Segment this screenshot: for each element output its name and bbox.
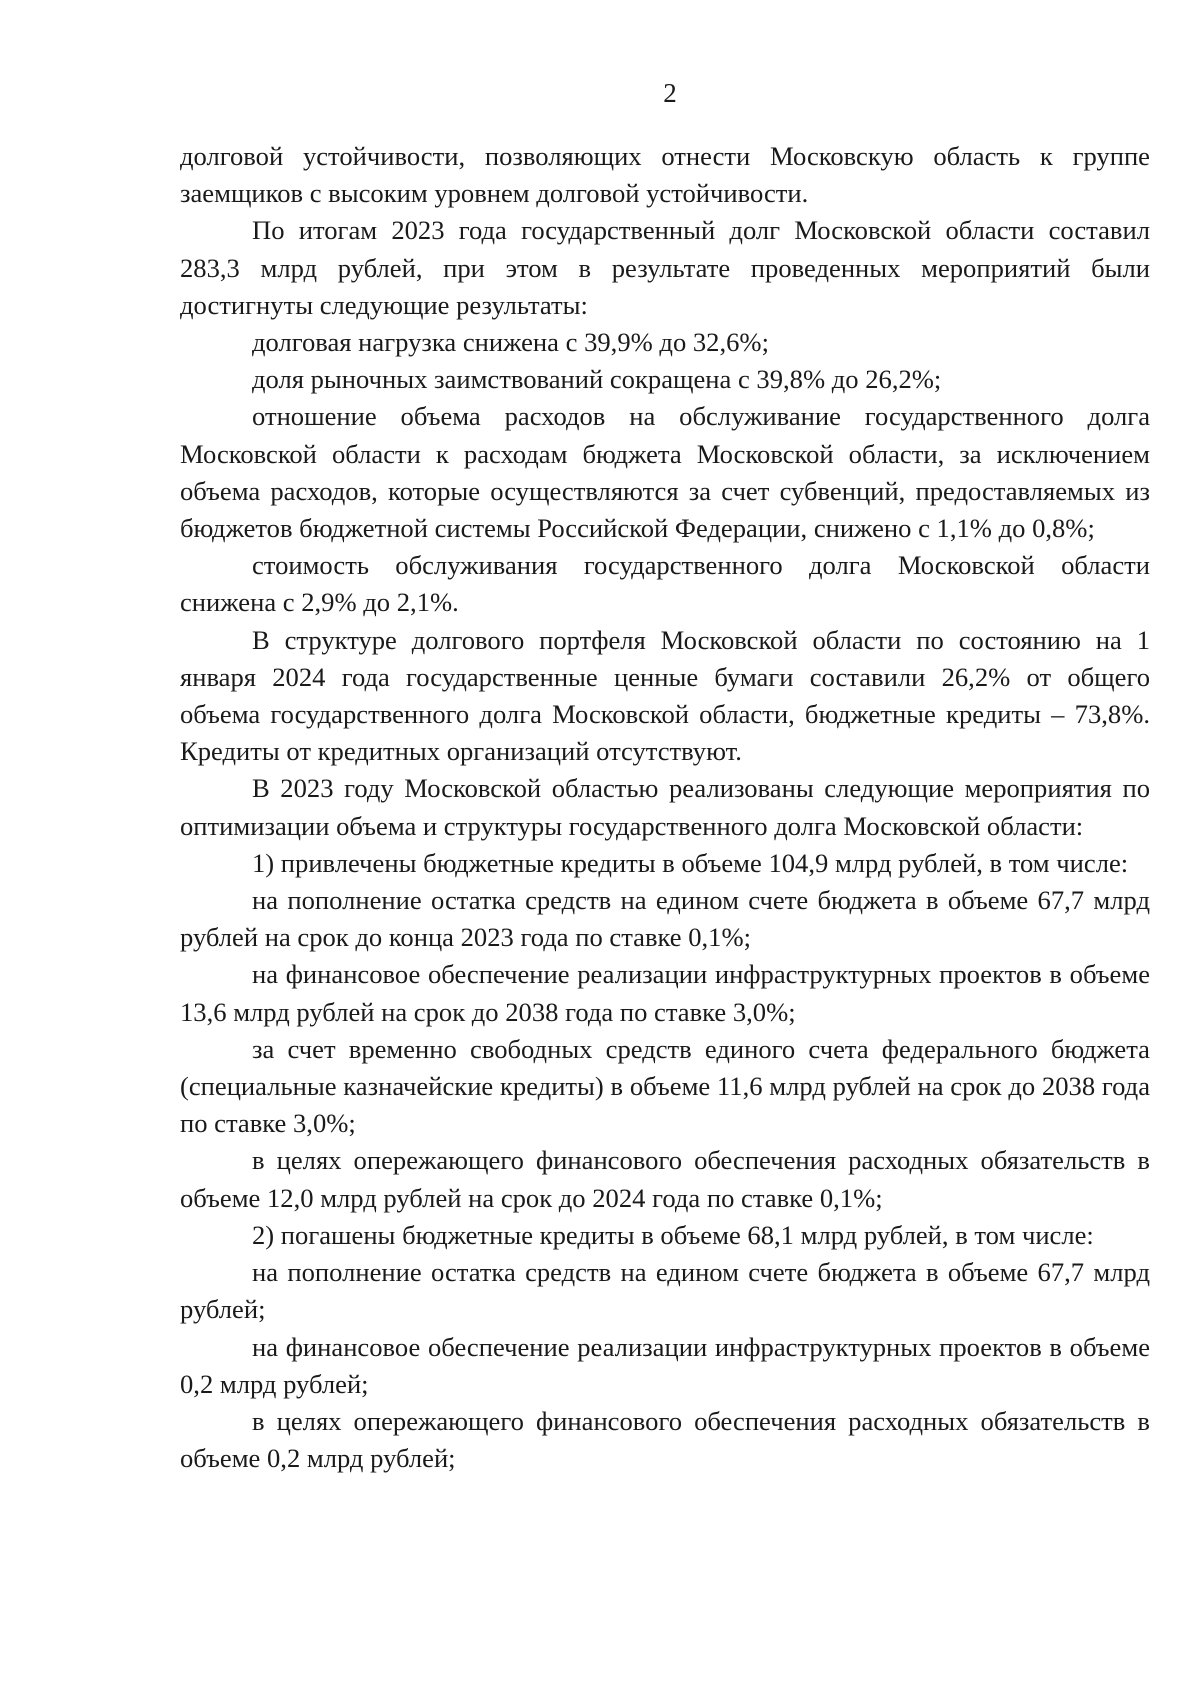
paragraph: за счет временно свободных средств единого счета федерального бюджета (специальные казначейские кредиты) в объеме 11,6 млрд рублей на срок до 2038 года по ставке 3,0%; — [180, 1033, 1150, 1139]
paragraph: долговая нагрузка снижена с 39,9% до 32,6%; — [252, 327, 769, 358]
paragraph: на финансовое обеспечение реализации инфраструктурных проектов в объеме 13,6 млрд рублей на срок до 2038 года по ставке 3,0%; — [180, 959, 1150, 1027]
paragraph: 1) привлечены бюджетные кредиты в объеме 104,9 млрд рублей, в том числе: — [252, 847, 1129, 878]
paragraph: По итогам 2023 года государственный долг Московской области составил 283,3 млрд рублей, при этом в результате проведенных мероприятий были достигнуты следующие результаты: — [180, 215, 1150, 320]
paragraph: на пополнение остатка средств на едином счете бюджета в объеме 67,7 млрд рублей на срок до конца 2023 года по ставке 0,1%; — [180, 885, 1150, 953]
paragraph: В 2023 году Московской областью реализованы следующие мероприятия по оптимизации объема и структуры государственного долга Московской области: — [180, 773, 1150, 841]
paragraph: в целях опережающего финансового обеспечения расходных обязательств в объеме 12,0 млрд рублей на срок до 2024 года по ставке 0,1%; — [180, 1145, 1150, 1213]
paragraph: в целях опережающего финансового обеспечения расходных обязательств в объеме 0,2 млрд рублей; — [180, 1405, 1150, 1474]
paragraph: доля рыночных заимствований сокращена с 39,8% до 26,2%; — [252, 364, 942, 395]
paragraph: долговой устойчивости, позволяющих отнести Московскую область к группе заемщиков с высоким уровнем долговой устойчивости. — [180, 141, 1150, 209]
paragraph: на пополнение остатка средств на едином счете бюджета в объеме 67,7 млрд рублей; — [180, 1257, 1150, 1325]
paragraph: 2) погашены бюджетные кредиты в объеме 68,1 млрд рублей, в том числе: — [252, 1219, 1094, 1250]
document-body — [180, 138, 1150, 1477]
paragraph: стоимость обслуживания государственного долга Московской области снижена с 2,9% до 2,1%. — [180, 550, 1150, 618]
paragraph: на финансовое обеспечение реализации инфраструктурных проектов в объеме 0,2 млрд рублей; — [180, 1331, 1150, 1399]
paragraph: В структуре долгового портфеля Московской области по состоянию на 1 января 2024 года государственные ценные бумаги составили 26,2% от общего объема государственного долга Московской области, бюджетные кредиты – 73,8%. Кредиты от кредитных организаций отсутствуют. — [180, 624, 1150, 767]
page-number: 2 — [663, 78, 677, 108]
paragraph: отношение объема расходов на обслуживание государственного долга Московской области к расходам бюджета Московской области, за исключением объема расходов, которые осуществляются за счет субвенций, предоставляемых из бюджетов бюджетной системы Российской Федерации, снижено с 1,1% до 0,8%; — [180, 401, 1150, 544]
